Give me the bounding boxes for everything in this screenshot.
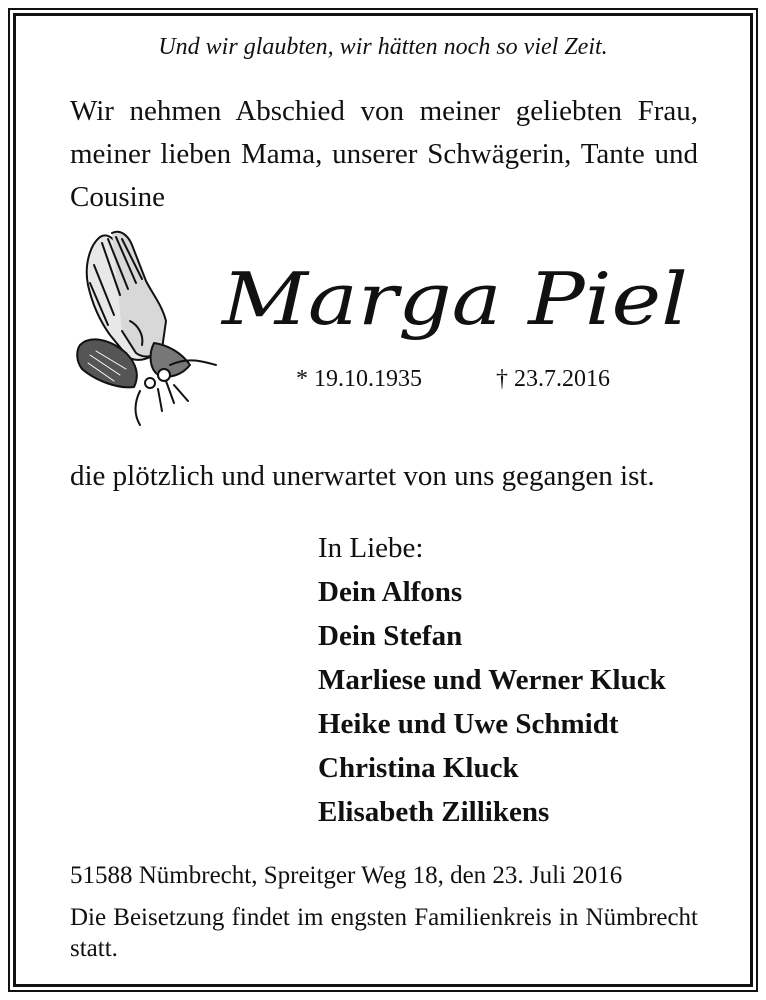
family-member: Heike und Uwe Schmidt	[318, 708, 619, 740]
deceased-name	[218, 240, 698, 360]
intro-text: Wir nehmen Abschied von meiner geliebten Frau, meiner lieben Mama, unserer Schwägerin, Tante und Cousine	[70, 95, 698, 213]
burial-note: Die Beisetzung findet im engsten Familienkreis in Nümbrecht statt.	[70, 904, 698, 962]
family-member: Christina Kluck	[318, 752, 519, 784]
family-lead: In Liebe:	[318, 532, 424, 564]
death-date: † 23.7.2016	[496, 366, 610, 392]
closing-text: die plötzlich und unerwartet von uns gegangen ist.	[70, 460, 655, 492]
birth-date: * 19.10.1935	[296, 366, 422, 392]
motto-line: Und wir glaubten, wir hätten noch so viel Zeit.	[158, 34, 608, 60]
family-member: Elisabeth Zillikens	[318, 796, 550, 828]
family-member: Dein Alfons	[318, 576, 463, 608]
family-member: Marliese und Werner Kluck	[318, 664, 666, 696]
deceased-name-text: Marga Piel	[219, 257, 688, 341]
address-line: 51588 Nümbrecht, Spreitger Weg 18, den 23. Juli 2016	[70, 862, 623, 889]
praying-hands-icon	[70, 225, 220, 430]
family-signatures	[318, 526, 666, 834]
family-member: Dein Stefan	[318, 620, 463, 652]
